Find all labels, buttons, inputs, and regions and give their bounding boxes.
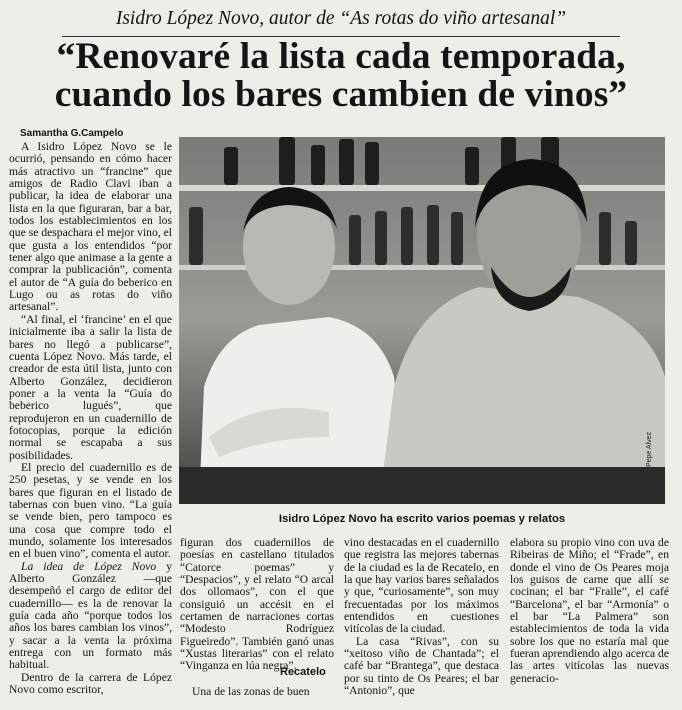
kicker-text: Isidro López Novo, autor de “As rotas do viño artesanal” [115,8,567,29]
paragraph: A Isidro López Novo se le ocurrió, pensando en cómo hacer más atractivo un “francine” que amigos de Radio Clavi iban a publicar, la idea de elaborar una lista en la que figuraran, bar a bar, todos los establecimientos en los que se despachara el mejor vino, el que gusta a los entendidos “por tener algo que animase a la gente a comprar la publicación”, comenta el autor de “A guía do beberico en Lugo ou as rotas do viño artesanal”. [9,140,172,314]
italic-lead: La idea de López Novo [21,559,157,573]
column-2-continued [180,686,334,698]
column-2 [180,537,334,673]
subhead: Recatelo [280,666,326,678]
paragraph: La casa “Rivas”, con su “xeitoso viño de Chantada”; el café bar “Brantega”, que destaca por su tinto de Os Peares; el bar “Antonio”, que [344,634,499,698]
paragraph: El precio del cuadernillo es de 250 pesetas, y se vende en los bares que figuran en el listado de tabernas con buen vino. “La guía se vende bien, pero tampoco es una cosa que compre todo el mundo, solamente los interesados en el buen vino”, comenta el autor. [9,460,172,561]
column-3 [344,537,499,697]
paragraph: Una de las zonas de buen [192,685,310,698]
article-photo [179,137,665,504]
paragraph-rest: y Alberto González —que desempeñó el cargo de editor del cuadernillo— es la de renovar la guía cada año “porque todos los años los bares cambian los vinos”, y sacar a la venta la próxima entrega con un formato más habitual. [9,559,172,672]
byline: Samantha G.Campelo [20,128,124,139]
paragraph [9,561,172,672]
photo-image [179,137,665,504]
column-4 [510,537,669,685]
column-1 [9,141,172,696]
headline-line-2: cuando los bares cambien de vinos” [54,74,628,115]
article-kicker [0,8,682,30]
paragraph: figuran dos cuadernillos de poesías en castellano titulados “Catorce poemas” y “Despacios”, y el relato “O arcal dos ollomaos”, con el que consiguió un accésit en el certamen de narraciones cortas “Modesto Rodríguez Figueiredo”. También ganó unas “Xustas literarias” con el relato “Vinganza en lúa negra”. [180,536,334,673]
photo-caption: Isidro López Novo ha escrito varios poemas y relatos [278,513,566,525]
photo-credit: Pepe Alvez [646,431,653,467]
article-headline [4,38,678,114]
paragraph: vino destacadas en el cuadernillo que registra las mejores tabernas de la ciudad es la de Recatelo, en la que hay varios bares señalados y que, “curiosamente”, son muy frecuentadas por los máximos entendidos en cuestiones vitícolas de la ciudad. [344,536,499,636]
paragraph: Dentro de la carrera de López Novo como escritor, [9,670,172,697]
paragraph: “Al final, el ‘francine’ en el que inicialmente iba a salir la lista de bares no llegó a publicarse”, cuenta López Novo. Más tarde, el creador de esta útil lista, junto con Alberto González, decidieron poner a la venta la “Guía do beberico lugués”, que reprodujeron en un cuadernillo de fotocopias, porque la edición normal se escapaba a sus posibilidades. [9,312,172,462]
headline-line-1: “Renovaré la lista cada temporada, [56,36,626,77]
paragraph: elabora su propio vino con uva de Ribeiras de Miño; el “Frade”, en donde el vino de Os Peares moja los guisos de carne que allí se cocinan; el bar “Fraile”, el café “Barcelona”, el bar “Armonía” o el bar “La Palmera” son establecimientos de toda la vida sobre los que no estaría mal que fueran aprendiendo algo acerca de las artes vitícolas las nuevas generacio- [510,536,669,685]
